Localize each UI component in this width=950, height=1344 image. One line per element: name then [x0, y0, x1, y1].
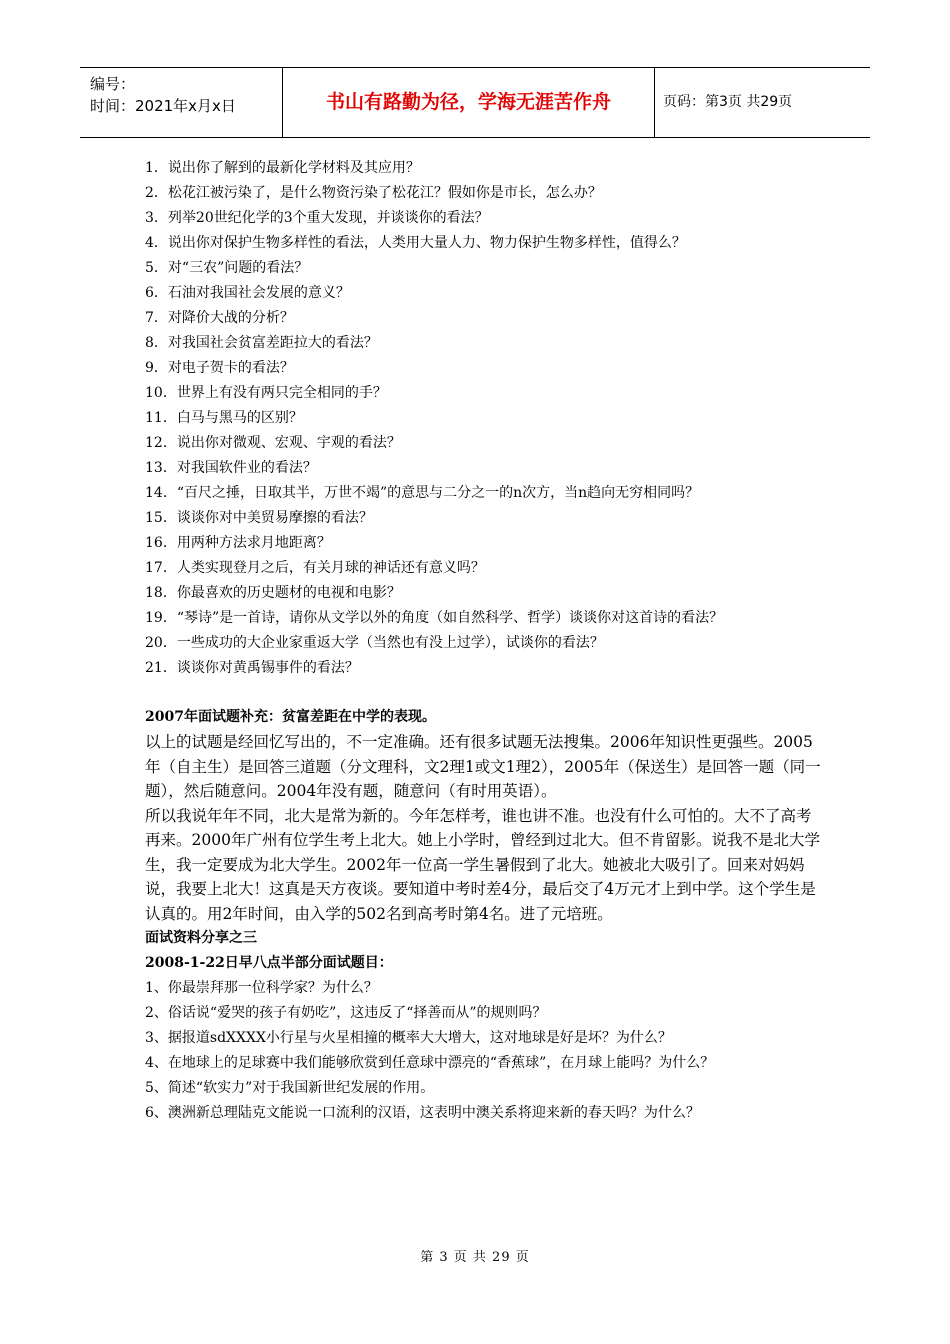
question-item: 4、在地球上的足球赛中我们能够欣赏到任意球中漂亮的“香蕉球”，在月球上能吗？为什么？	[145, 1055, 715, 1071]
question-item: 7．对降价大战的分析？	[145, 310, 294, 326]
question-item: 17．人类实现登月之后，有关月球的神话还有意义吗？	[145, 560, 485, 576]
share-title: 面试资料分享之三	[145, 930, 257, 946]
spacer	[145, 681, 825, 705]
question-item: 20．一些成功的大企业家重返大学（当然也有没上过学），试谈你的看法？	[145, 635, 604, 651]
paragraph: 以上的试题是经回忆写出的，不一定准确。还有很多试题无法搜集。2006年知识性更强些。2005年（自主生）是回答三道题（分文理科，文2理1或文1理2），2005年（保送生）是回答一题（同一题），然后随意问。2004年没有题，随意问（有时用英语）。	[145, 733, 821, 800]
question-item: 10．世界上有没有两只完全相同的手？	[145, 385, 387, 401]
date-title: 2008-1-22日早八点半部分面试题目：	[145, 955, 393, 971]
question-item: 19．“琴诗”是一首诗，请你从文学以外的角度（如自然科学、哲学）谈谈你对这首诗的看法？	[145, 610, 724, 626]
question-item: 12．说出你对微观、宏观、宇观的看法？	[145, 435, 401, 451]
document-body	[145, 156, 825, 1126]
question-item: 14．“百尺之捶，日取其半，万世不竭”的意思与二分之一的n次方，当n趋向无穷相同吗？	[145, 485, 700, 501]
question-item: 6．石油对我国社会发展的意义？	[145, 285, 350, 301]
question-item: 16．用两种方法求月地距离？	[145, 535, 331, 551]
question-item: 3、据报道sdXXXX小行星与火星相撞的概率大大增大，这对地球是好是坏？为什么？	[145, 1030, 672, 1046]
question-item: 13．对我国软件业的看法？	[145, 460, 317, 476]
question-item: 11．白马与黑马的区别？	[145, 410, 303, 426]
question-item: 3．列举20世纪化学的3个重大发现，并谈谈你的看法？	[145, 210, 489, 226]
paragraph: 所以我说年年不同，北大是常为新的。今年怎样考，谁也讲不准。也没有什么可怕的。大不了高考再来。2000年广州有位学生考上北大。她上小学时，曾经到过北大。但不肯留影。说我不是北大学生，我一定要成为北大学生。2002年一位高一学生暑假到了北大。她被北大吸引了。回来对妈妈说，我要上北大！这真是天方夜谈。要知道中考时差4分，最后交了4万元才上到中学。这个学生是认真的。用2年时间，由入学的502名到高考时第4名。进了元培班。	[145, 806, 820, 923]
question-item: 2、俗话说“爱哭的孩子有奶吃”，这违反了“择善而从”的规则吗？	[145, 1005, 547, 1021]
header-motto: 书山有路勤为径，学海无涯苦作舟	[282, 68, 655, 137]
question-list-2008	[145, 976, 825, 1126]
question-item: 9．对电子贺卡的看法？	[145, 360, 294, 376]
header-meta	[80, 68, 282, 137]
question-list	[145, 156, 825, 681]
question-item: 8．对我国社会贫富差距拉大的看法？	[145, 335, 378, 351]
question-item: 18．你最喜欢的历史题材的电视和电影？	[145, 585, 401, 601]
number-label: 编号：	[90, 75, 136, 93]
question-item: 6、澳洲新总理陆克文能说一口流利的汉语，这表明中澳关系将迎来新的春天吗？为什么？	[145, 1105, 700, 1121]
header-page-info: 页码：第3页 共29页	[663, 94, 793, 110]
question-item: 21．谈谈你对黄禹锡事件的看法？	[145, 660, 359, 676]
page-header	[80, 67, 870, 138]
question-item: 5、简述“软实力”对于我国新世纪发展的作用。	[145, 1080, 435, 1096]
question-item: 15．谈谈你对中美贸易摩擦的看法？	[145, 510, 373, 526]
question-item: 2．松花江被污染了，是什么物资污染了松花江？假如你是市长，怎么办？	[145, 185, 602, 201]
time-label: 时间：2021年x月x日	[90, 97, 236, 115]
question-item: 1、你最崇拜那一位科学家？为什么？	[145, 980, 378, 996]
question-item: 1．说出你了解到的最新化学材料及其应用？	[145, 160, 420, 176]
question-item: 5．对“三农”问题的看法？	[145, 260, 309, 276]
supplement-title: 2007年面试题补充：贫富差距在中学的表现。	[145, 709, 436, 725]
page-footer: 第 3 页 共 29 页	[420, 1250, 530, 1265]
question-item: 4．说出你对保护生物多样性的看法，人类用大量人力、物力保护生物多样性，值得么？	[145, 235, 686, 251]
